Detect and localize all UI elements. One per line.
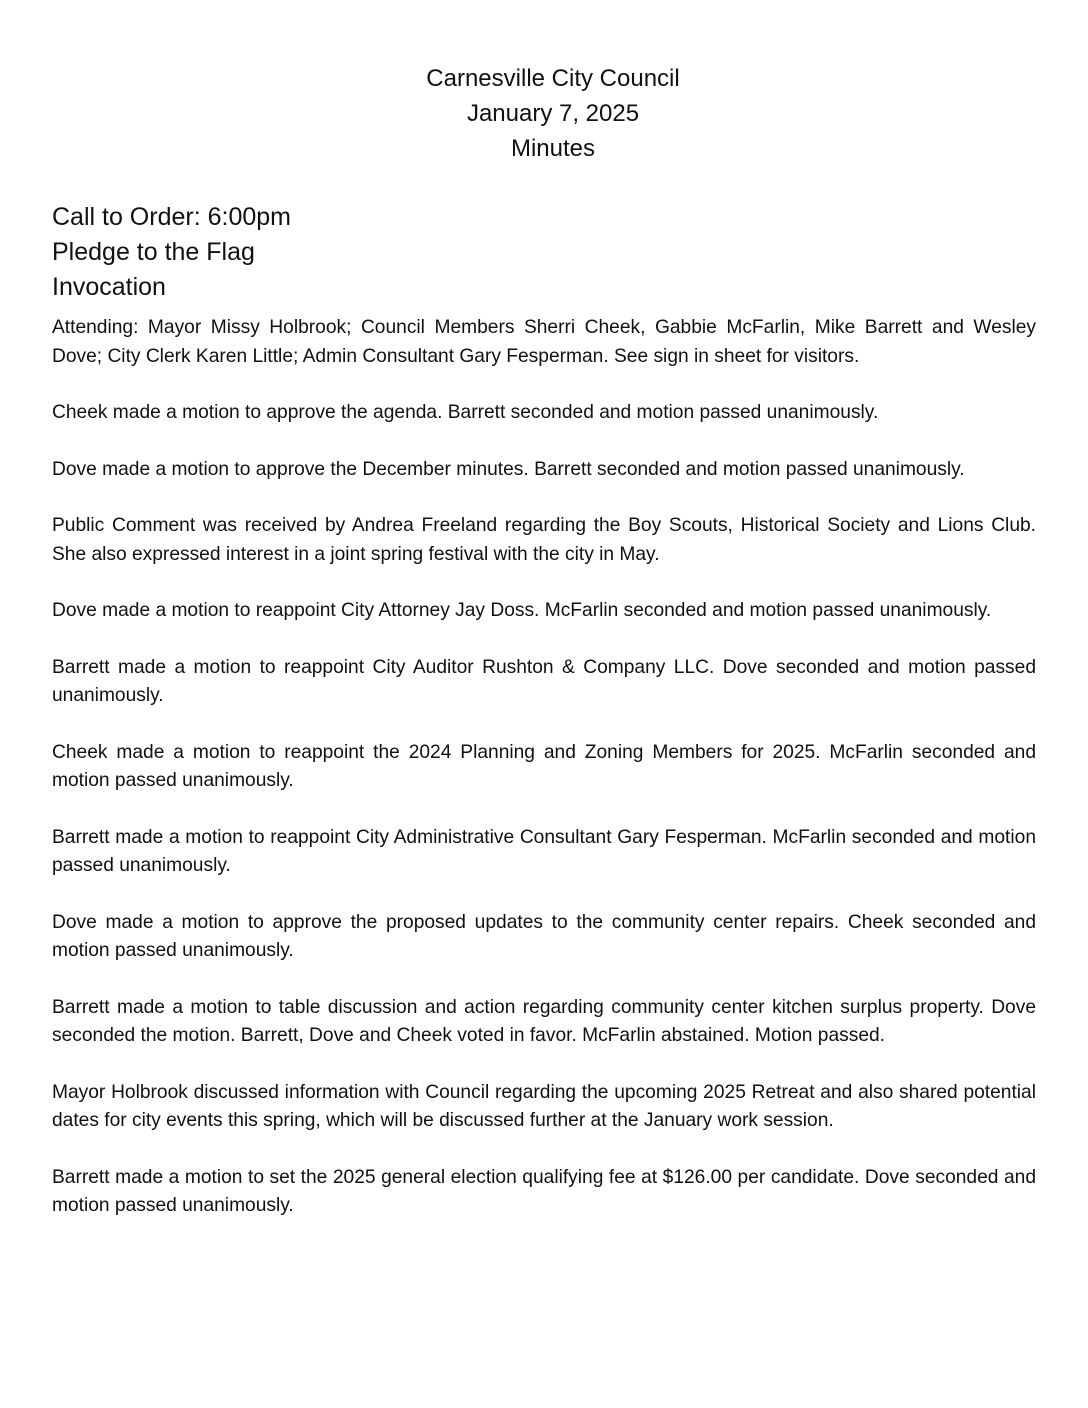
document-header	[0, 61, 1088, 166]
qualifying-fee-motion-paragraph: Barrett made a motion to set the 2025 general election qualifying fee at $126.00 per candidate. Dove seconded and motion passed unanimously.	[52, 1166, 1036, 1216]
call-to-order: Call to Order: 6:00pm	[52, 203, 291, 231]
december-minutes-motion-paragraph: Dove made a motion to approve the December minutes. Barrett seconded and motion passed unanimously.	[52, 458, 965, 480]
meeting-date: January 7, 2025	[466, 100, 640, 127]
city-attorney-motion-paragraph: Dove made a motion to reappoint City Attorney Jay Doss. McFarlin seconded and motion passed unanimously.	[52, 600, 992, 621]
organization-title: Carnesville City Council	[426, 65, 680, 92]
mayor-discussion-paragraph: Mayor Holbrook discussed information with Council regarding the upcoming 2025 Retreat and also shared potential dates for city events this spring, which will be discussed further at the January work session.	[52, 1081, 1036, 1131]
attendance-paragraph: Attending: Mayor Missy Holbrook; Council Members Sherri Cheek, Gabbie McFarlin, Mike Barrett and Wesley Dove; City Clerk Karen Little; Admin Consultant Gary Fesperman. See sign in sheet for visitors.	[52, 317, 1036, 367]
public-comment-paragraph: Public Comment was received by Andrea Freeland regarding the Boy Scouts, Historical Society and Lions Club. She also expressed interest in a joint spring festival with the city in May.	[52, 515, 1036, 565]
admin-consultant-motion-paragraph: Barrett made a motion to reappoint City Administrative Consultant Gary Fesperman. McFarlin seconded and motion passed unanimously.	[52, 826, 1036, 876]
city-auditor-motion-paragraph: Barrett made a motion to reappoint City Auditor Rushton & Company LLC. Dove seconded and motion passed unanimously.	[52, 656, 1036, 706]
kitchen-surplus-motion-paragraph: Barrett made a motion to table discussion and action regarding community center kitchen surplus property. Dove seconded the motion. Barrett, Dove and Cheek voted in favor. McFarlin abstained. Motion passed.	[52, 996, 1036, 1046]
planning-zoning-motion-paragraph: Cheek made a motion to reappoint the 2024 Planning and Zoning Members for 2025. McFarlin seconded and motion passed unanimously.	[52, 741, 1036, 791]
opening-items	[52, 200, 1036, 305]
invocation: Invocation	[52, 273, 166, 301]
minutes-body	[52, 314, 1036, 1249]
document-title: Minutes	[510, 135, 596, 162]
community-center-repairs-motion-paragraph: Dove made a motion to approve the proposed updates to the community center repairs. Cheek seconded and motion passed unanimously.	[52, 911, 1036, 961]
agenda-motion-paragraph: Cheek made a motion to approve the agenda. Barrett seconded and motion passed unanimously.	[52, 402, 879, 423]
pledge-to-flag: Pledge to the Flag	[52, 238, 255, 266]
